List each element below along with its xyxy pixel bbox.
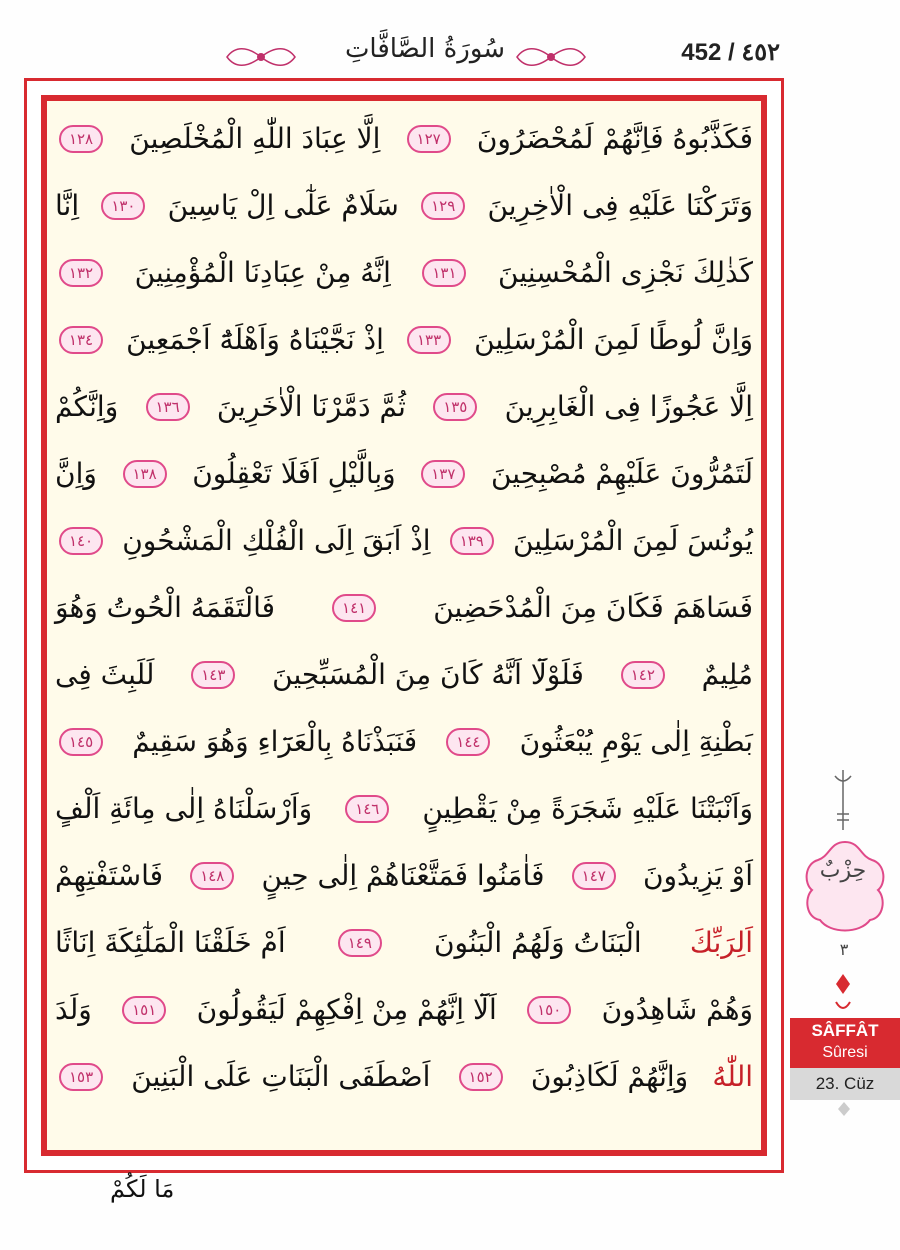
ayah-number-marker: ١٤٨ (190, 862, 234, 890)
verse-text: فَالْتَقَمَهُ الْحُوتُ وَهُوَ (55, 591, 276, 624)
ayah-number-marker: ١٣١ (422, 259, 466, 287)
hizb-rosette (800, 838, 890, 938)
quran-text (55, 105, 753, 1146)
text-line (55, 909, 753, 976)
verse-text: فَاٰمَنُوا فَمَتَّعْنَاهُمْ اِلٰى حِينٍ (261, 859, 545, 892)
ayah-number-marker: ١٢٧ (407, 125, 451, 153)
ayah-number-marker: ١٣٨ (123, 460, 167, 488)
verse-text: اَوْ يَزِيدُونَ (642, 859, 753, 892)
verse-text: فَلَوْلَٓا اَنَّهُ كَانَ مِنَ الْمُسَبِّحِينَ (272, 658, 584, 691)
ayah-number-marker: ١٤٣ (191, 661, 235, 689)
sura-word: Sûresi (822, 1044, 868, 1061)
page-header (0, 0, 900, 78)
ayah-number-marker: ١٤٤ (446, 728, 490, 756)
ayah-number-marker: ١٤٩ (338, 929, 382, 957)
text-line (55, 373, 753, 440)
side-ornament-top (828, 770, 858, 830)
hizb-label: حِزْبٌ (819, 858, 867, 883)
verse-text: اِلَّا عَجُوزًا فِى الْغَابِرِينَ (504, 390, 753, 423)
side-panel (790, 0, 900, 1250)
cuz-ornament (834, 1102, 854, 1116)
cuz-tag (790, 1068, 900, 1100)
verse-text: وَبِالَّيْلِ اَفَلَا تَعْقِلُونَ (192, 457, 396, 490)
verse-text: وَاِنَّ لُوطًا لَمِنَ الْمُرْسَلِينَ (474, 323, 753, 356)
verse-text: اِذْ اَبَقَ اِلَى الْفُلْكِ الْمَشْحُونِ (122, 524, 431, 557)
verse-text: فَسَاهَمَ فَكَانَ مِنَ الْمُدْحَضِينَ (433, 591, 753, 624)
verse-text: اَمْ خَلَقْنَا الْمَلٰٓئِكَةَ اِنَاثًا (55, 926, 286, 959)
ayah-number-marker: ١٤٥ (59, 728, 103, 756)
text-line (55, 105, 753, 172)
verse-text: لَلَبِثَ فِى (55, 658, 155, 691)
verse-text: وَاِنَّكُمْ (55, 390, 119, 423)
verse-text: وَاِنَّ (55, 457, 97, 490)
verse-text: اَصْطَفَى الْبَنَاتِ عَلَى الْبَنِينَ (131, 1060, 431, 1093)
sura-title: سُورَةُ الصَّافَّاتِ (344, 34, 506, 64)
ayah-number-marker: ١٣٤ (59, 326, 103, 354)
text-line (55, 440, 753, 507)
verse-text: يُونُسَ لَمِنَ الْمُرْسَلِينَ (512, 524, 753, 557)
text-line (55, 775, 753, 842)
page-number: 452 / ٤٥٢ (681, 39, 780, 66)
cuz-label: 23. Cüz (815, 1074, 875, 1093)
ayah-number-marker: ١٤٢ (621, 661, 665, 689)
verse-text: فَاسْتَفْتِهِمْ (55, 859, 164, 892)
verse-text: الْبَنَاتُ وَلَهُمُ الْبَنُونَ (433, 926, 642, 959)
ayah-number-marker: ١٥٠ (527, 996, 571, 1024)
ayah-number-marker: ١٥٣ (59, 1063, 103, 1091)
ayah-number-marker: ١٤٦ (345, 795, 389, 823)
ayah-number-marker: ١٣٥ (433, 393, 477, 421)
text-line (55, 239, 753, 306)
ayah-number-marker: ١٣٣ (407, 326, 451, 354)
ayah-number-marker: ١٤١ (332, 594, 376, 622)
verse-text: فَنَبَذْنَاهُ بِالْعَرَٓاءِ وَهُوَ سَقِيمٌ (132, 725, 418, 758)
sura-tag (790, 1018, 900, 1068)
text-line (55, 306, 753, 373)
ayah-number-marker: ١٣٧ (421, 460, 465, 488)
verse-text: كَذٰلِكَ نَجْزِى الْمُحْسِنِينَ (498, 256, 753, 289)
verse-text: اَلِرَبِّكَ (689, 926, 753, 959)
text-line (55, 708, 753, 775)
verse-text: بَطْنِهِٓ اِلٰى يَوْمِ يُبْعَثُونَ (519, 725, 753, 758)
text-line (55, 976, 753, 1043)
verse-text: ثُمَّ دَمَّرْنَا الْاٰخَرِينَ (216, 390, 406, 423)
verse-text: وَهُمْ شَاهِدُونَ (601, 993, 753, 1026)
text-line (55, 1043, 753, 1110)
text-line (55, 641, 753, 708)
ayah-number-marker: ١٢٩ (421, 192, 465, 220)
ayah-number-marker: ١٤٧ (572, 862, 616, 890)
verse-text: اِلَّا عِبَادَ اللّٰهِ الْمُخْلَصِينَ (129, 122, 381, 155)
verse-text: مُلِيمٌ (701, 658, 753, 691)
ayah-number-marker: ١٢٨ (59, 125, 103, 153)
hizb-number: ٣ (839, 940, 849, 959)
verse-text: وَاَنْبَتْنَا عَلَيْهِ شَجَرَةً مِنْ يَقْطِينٍ (422, 792, 753, 825)
verse-text: وَتَرَكْنَا عَلَيْهِ فِى الْاٰخِرِينَ (487, 189, 753, 222)
verse-text: اللّٰهُ (712, 1060, 753, 1093)
verse-text: اَلَٓا اِنَّهُمْ مِنْ اِفْكِهِمْ لَيَقُولُونَ (196, 993, 497, 1026)
text-line (55, 842, 753, 909)
verse-text: وَاَرْسَلْنَاهُ اِلٰى مِائَةِ اَلْفٍ (55, 792, 313, 825)
page-frame (24, 78, 784, 1173)
verse-text: وَاِنَّهُمْ لَكَاذِبُونَ (530, 1060, 689, 1093)
text-line (55, 507, 753, 574)
left-header-ornament (225, 44, 297, 70)
ayah-number-marker: ١٣٠ (101, 192, 145, 220)
ayah-number-marker: ١٣٩ (450, 527, 494, 555)
verse-text: اِنَّهُ مِنْ عِبَادِنَا الْمُؤْمِنِينَ (134, 256, 391, 289)
verse-text: اِذْ نَجَّيْنَاهُ وَاَهْلَهُٓ اَجْمَعِينَ (126, 323, 384, 356)
ayah-number-marker: ١٣٢ (59, 259, 103, 287)
verse-text: وَلَدَ (55, 993, 92, 1026)
text-line (55, 172, 753, 239)
verse-text: سَلَامٌ عَلٰٓى اِلْ يَاسِينَ (167, 189, 399, 222)
ayah-number-marker: ١٤٠ (59, 527, 103, 555)
verse-text: اِنَّا (55, 189, 80, 222)
text-frame (41, 95, 767, 1156)
right-header-ornament (515, 44, 587, 70)
side-ornament-bottom (828, 972, 858, 1018)
verse-text: فَكَذَّبُوهُ فَاِنَّهُمْ لَمُحْضَرُونَ (476, 122, 753, 155)
ayah-number-marker: ١٥١ (122, 996, 166, 1024)
verse-text: لَتَمُرُّونَ عَلَيْهِمْ مُصْبِحِينَ (490, 457, 753, 490)
catchword: مَا لَكُمْ (110, 1175, 175, 1203)
sura-name: SÂFFÂT (811, 1021, 879, 1040)
text-line (55, 574, 753, 641)
ayah-number-marker: ١٣٦ (146, 393, 190, 421)
ayah-number-marker: ١٥٢ (459, 1063, 503, 1091)
